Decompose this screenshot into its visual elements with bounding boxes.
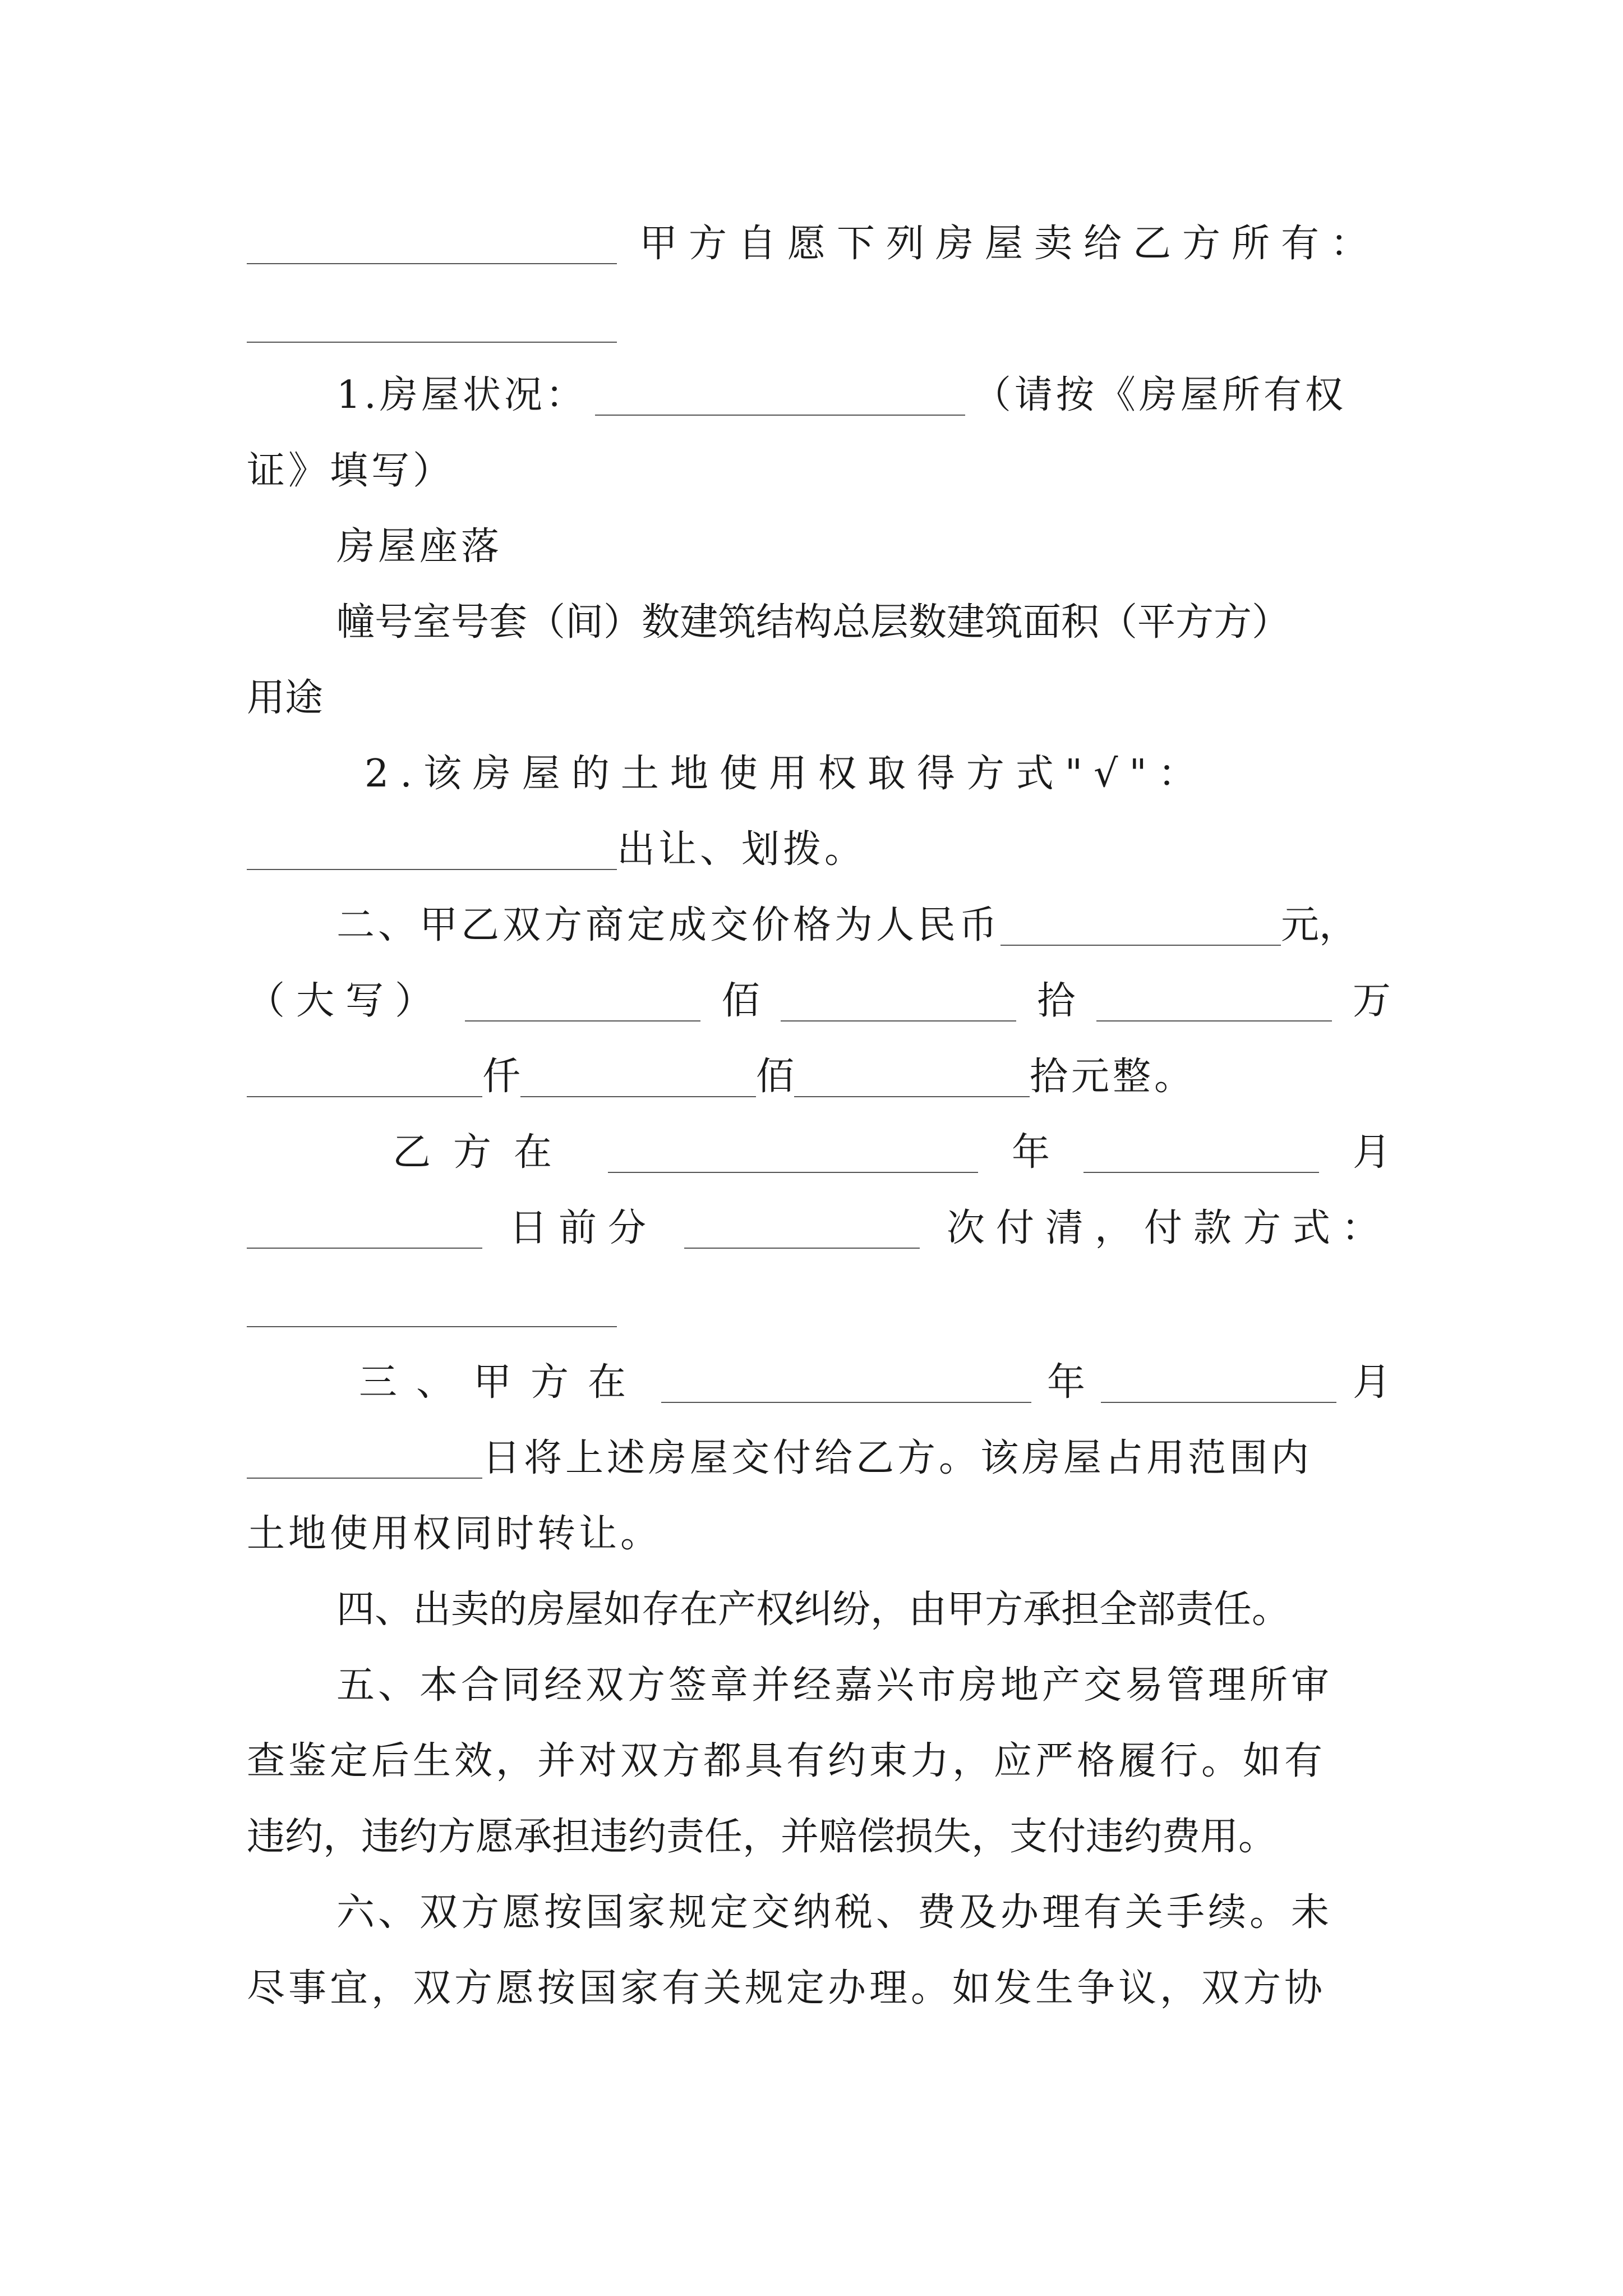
buyer-line xyxy=(247,292,1391,353)
price-line xyxy=(247,895,1391,956)
price-blank[interactable] xyxy=(1000,905,1281,946)
upper-label: （大写） xyxy=(247,979,445,1023)
upper-blank-2[interactable] xyxy=(781,981,1016,1022)
house-status-note2: 证》填写） xyxy=(247,449,455,493)
land-use-label: 2.该房屋的土地使用权取得方式"√"： xyxy=(365,752,1207,796)
upper-blank-6[interactable] xyxy=(794,1057,1030,1097)
s3-line xyxy=(247,1352,1391,1414)
house-fields-line xyxy=(247,592,1391,654)
price-upper-line xyxy=(247,970,1391,1032)
pay-day-blank[interactable] xyxy=(247,1208,482,1249)
s5-text-2: 查鉴定后生效，并对双方都具有约束力，应严格履行。如有 xyxy=(247,1739,1326,1783)
land-use-line xyxy=(247,743,1391,805)
land-use-options: 出让、划拨。 xyxy=(617,827,866,872)
s3-land-text: 土地使用权同时转让。 xyxy=(247,1512,662,1556)
s5-line3 xyxy=(247,1806,1391,1868)
s3-year-unit: 年 xyxy=(1046,1360,1085,1405)
upper-blank-4[interactable] xyxy=(247,1057,482,1097)
s6-line2 xyxy=(247,1958,1391,2019)
pay-month-blank[interactable] xyxy=(1083,1133,1319,1173)
pay-day-label: 日前分 xyxy=(509,1206,657,1250)
s4-line xyxy=(247,1579,1391,1641)
s3-month-blank[interactable] xyxy=(1101,1363,1336,1403)
s5-text-1: 五、本合同经双方签章并经嘉兴市房地产交易管理所审 xyxy=(336,1663,1333,1708)
upper-blank-1[interactable] xyxy=(465,981,700,1022)
s5-text-3: 违约，违约方愿承担违约责任，并赔偿损失，支付违约费用。 xyxy=(247,1815,1277,1859)
house-status-line xyxy=(247,365,1391,426)
pay-year-blank[interactable] xyxy=(608,1133,978,1173)
buyer-blank[interactable] xyxy=(247,302,617,343)
unit-shi: 拾 xyxy=(1037,979,1076,1023)
payment-line2 xyxy=(247,1198,1391,1259)
payment-label: 乙方在 xyxy=(393,1130,575,1175)
unit-shi-end: 拾元整。 xyxy=(1030,1055,1196,1099)
s3-line3 xyxy=(247,1503,1391,1565)
intro-line xyxy=(247,213,1391,275)
house-status-label: 1.房屋状况： xyxy=(336,373,587,417)
payment-method-line xyxy=(247,1276,1391,1338)
house-status-blank[interactable] xyxy=(595,375,965,416)
seller-blank[interactable] xyxy=(247,224,617,264)
land-use-options-line xyxy=(247,819,1391,881)
house-status-note: （请按《房屋所有权 xyxy=(972,373,1347,417)
pay-year-unit: 年 xyxy=(1011,1130,1050,1175)
s6-text-1: 六、双方愿按国家规定交纳税、费及办理有关手续。未 xyxy=(336,1890,1333,1935)
s3-month-unit: 月 xyxy=(1352,1360,1391,1405)
s6-text-2: 尽事宜，双方愿按国家有关规定办理。如发生争议，双方协 xyxy=(247,1966,1326,2010)
unit-wan: 万 xyxy=(1352,979,1391,1023)
s3-line2 xyxy=(247,1428,1391,1489)
unit-bai2: 佰 xyxy=(756,1055,795,1099)
house-fields-line2 xyxy=(247,668,1391,729)
unit-qian: 仟 xyxy=(482,1055,521,1099)
upper-blank-5[interactable] xyxy=(520,1057,756,1097)
land-use-blank[interactable] xyxy=(247,830,617,870)
upper-blank-3[interactable] xyxy=(1096,981,1332,1022)
house-fields-label: 幢号室号套（间）数建筑结构总层数建筑面积（平方方） xyxy=(336,600,1290,645)
pay-method-label: 次付清，付款方式： xyxy=(946,1206,1391,1250)
s3-label: 三、甲方在 xyxy=(359,1360,645,1405)
price-label: 二、甲乙双方商定成交价格为人民币 xyxy=(336,903,1001,947)
s3-year-blank[interactable] xyxy=(661,1363,1031,1403)
s3-delivery-text: 日将上述房屋交付给乙方。该房屋占用范围内 xyxy=(482,1436,1313,1480)
s6-line1 xyxy=(247,1882,1391,1944)
intro-text: 甲方自愿下列房屋卖给乙方所有： xyxy=(639,222,1380,266)
house-usage-label: 用途 xyxy=(247,676,324,720)
price-unit: 元， xyxy=(1281,903,1358,947)
house-location-line xyxy=(247,516,1391,578)
s5-line2 xyxy=(247,1731,1391,1792)
pay-times-blank[interactable] xyxy=(684,1208,920,1249)
payment-line xyxy=(247,1122,1391,1184)
pay-method-blank[interactable] xyxy=(247,1287,617,1327)
price-upper-line2 xyxy=(247,1046,1391,1108)
unit-bai: 佰 xyxy=(721,979,760,1023)
s5-line1 xyxy=(247,1655,1391,1717)
pay-month-unit: 月 xyxy=(1352,1130,1391,1175)
s3-day-blank[interactable] xyxy=(247,1438,482,1479)
s4-text: 四、出卖的房屋如存在产权纠纷，由甲方承担全部责任。 xyxy=(336,1588,1290,1632)
house-status-note-line2 xyxy=(247,440,1391,502)
house-location-label: 房屋座落 xyxy=(336,524,503,569)
